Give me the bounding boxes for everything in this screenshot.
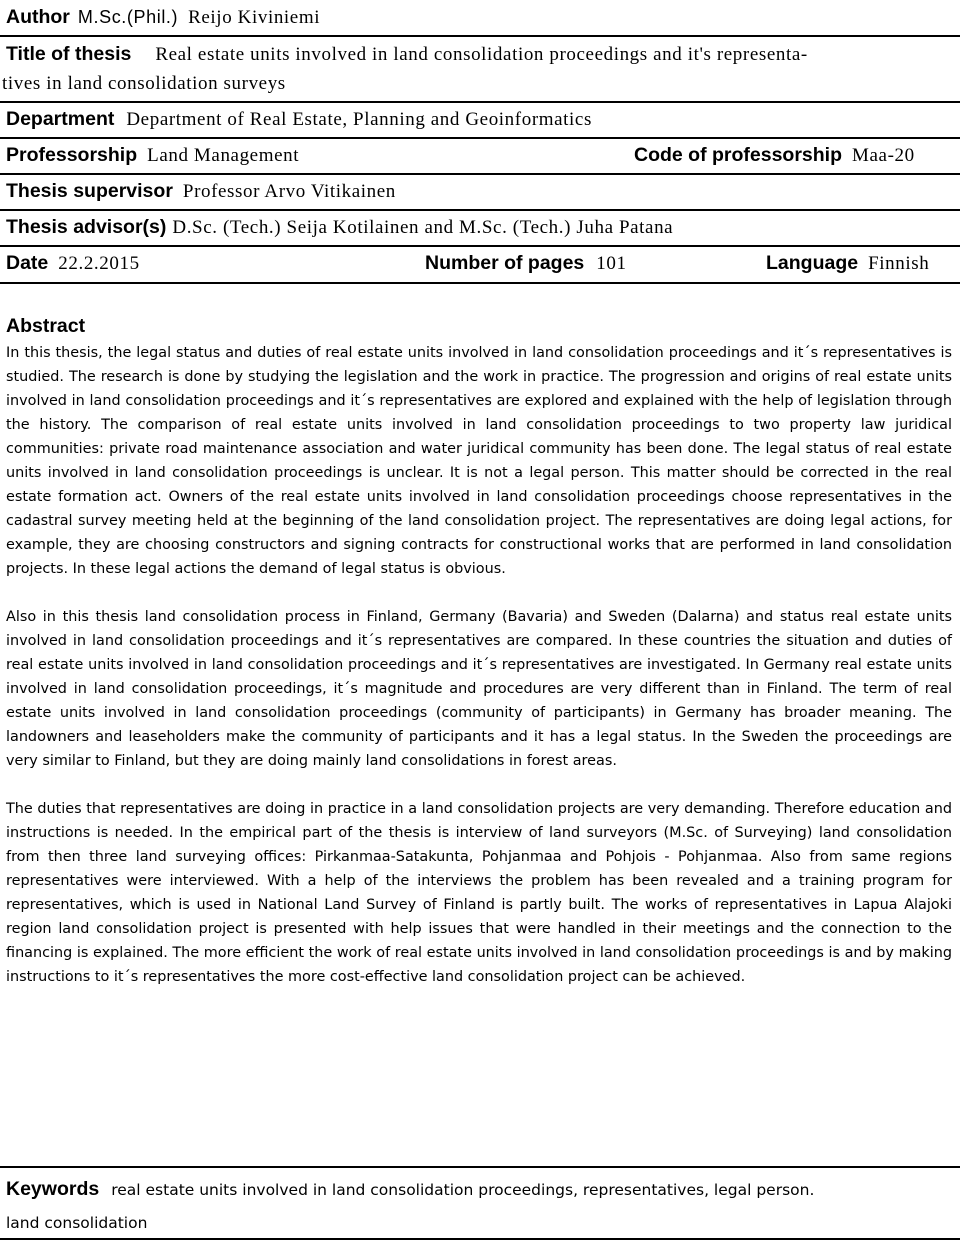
abstract-body [6, 341, 952, 1013]
divider [0, 101, 960, 103]
keywords-row [6, 1178, 954, 1202]
professorship-code-label: Code of professorship [634, 144, 843, 166]
date-value: 22.2.2015 [58, 253, 140, 274]
title-row [6, 43, 954, 66]
supervisor-value: Professor Arvo Vitikainen [182, 181, 396, 202]
divider [0, 137, 960, 139]
divider [0, 282, 960, 284]
author-degree: M.Sc.(Phil.) [77, 7, 179, 27]
title-line2: tives in land consolidation surveys [2, 73, 286, 94]
department-value: Department of Real Estate, Planning and Geoinformatics [126, 109, 592, 130]
keywords-label: Keywords [6, 1178, 100, 1200]
title-label: Title of thesis [6, 43, 132, 65]
author-name: Reijo Kiviniemi [188, 7, 321, 28]
advisor-row [6, 216, 954, 239]
language-value: Finnish [868, 253, 930, 274]
abstract-paragraph: The duties that representatives are doing in practice in a land consolidation projects are very demanding. Therefore education and instructions is needed. In the empirical part of the thesis is interview of land surveyors (M.Sc. of Surveying) land consolidation from then three land surveying offices: Pirkanmaa-Satakunta, Pohjanmaa and Pohjois - Pohjanmaa. Also from same regions representatives were interviewed. With a help of the interviews the problem has been revealed and a training program for representatives, which is used in National Land Survey of Finland is partly built. The works of representatives in Lapua Alajoki region land consolidation project is presented with help issues that were handled in their meetings and the connection to the financing is explained. The more efficient the work of real estate units involved in land consolidation proceedings is and by making instructions to it´s representatives the more cost-effective land consolidation project can be achieved. [6, 801, 952, 985]
abstract-paragraph: In this thesis, the legal status and duties of real estate units involved in land consolidation proceedings and it´s representatives is studied. The research is done by studying the legislation and the work in practice. The progression and origins of real estate units involved in land consolidation proceedings and it´s representatives are explored and explained with the help of legislation through the history. The comparison of real estate units involved in land consolidation proceedings to two property law juridical communities: private road maintenance association and water juridical community has been done. The legal status of real estate units involved in land consolidation proceedings is unclear. It is not a legal person. This matter should be corrected in the real estate formation act. Owners of the real estate units involved in land consolidation proceedings choose representatives in the cadastral survey meeting held at the beginning of the land consolidation project. The representatives are doing legal actions, for example, they are choosing constructors and signing contracts for constructional works that are performed in land consolidation projects. In these legal actions the demand of legal status is obvious. [6, 345, 952, 577]
professorship-label: Professorship [6, 144, 138, 166]
keywords-line2: land consolidation [6, 1214, 148, 1232]
professorship-code-value: Maa-20 [852, 145, 915, 166]
title-row-2 [2, 73, 954, 95]
divider [0, 1238, 960, 1240]
abstract-paragraph: Also in this thesis land consolidation process in Finland, Germany (Bavaria) and Sweden (Dalarna) and status real estate units involved in land consolidation proceedings and it´s representatives are compared. In these countries the situation and duties of real estate units involved in land consolidation proceedings and it´s representatives are investigated. In Germany real estate units involved in land consolidation proceedings, it´s magnitude and procedures are very different than in Finland. The term of real estate units involved in land consolidation proceedings (community of participants) in Germany has broader meaning. The landowners and leaseholders make the community of participants and it has a legal status. In the Sweden the proceedings are very similar to Finland, but they are doing mainly land consolidations in forest areas. [6, 609, 952, 769]
divider [0, 35, 960, 37]
keywords-line1: real estate units involved in land consolidation proceedings, representatives, legal person. [111, 1181, 815, 1199]
pages-value: 101 [596, 253, 627, 274]
author-row [6, 6, 954, 29]
abstract-heading: Abstract [6, 315, 86, 337]
title-line1: Real estate units involved in land consolidation proceedings and it's representa- [155, 44, 808, 65]
author-label: Author [6, 6, 70, 28]
divider [0, 1166, 960, 1168]
pages-label: Number of pages [425, 252, 585, 274]
divider [0, 245, 960, 247]
professorship-value: Land Management [147, 145, 300, 166]
supervisor-row [6, 180, 954, 203]
department-row [6, 108, 954, 131]
advisor-label: Thesis advisor(s) [6, 216, 167, 238]
advisor-value: D.Sc. (Tech.) Seija Kotilainen and M.Sc. (Tech.) Juha Patana [172, 217, 674, 238]
divider [0, 173, 960, 175]
divider [0, 209, 960, 211]
date-label: Date [6, 252, 49, 274]
supervisor-label: Thesis supervisor [6, 180, 173, 202]
abstract-heading-row [6, 315, 954, 338]
language-label: Language [766, 252, 859, 274]
keywords-row-2 [6, 1211, 954, 1235]
department-label: Department [6, 108, 115, 130]
